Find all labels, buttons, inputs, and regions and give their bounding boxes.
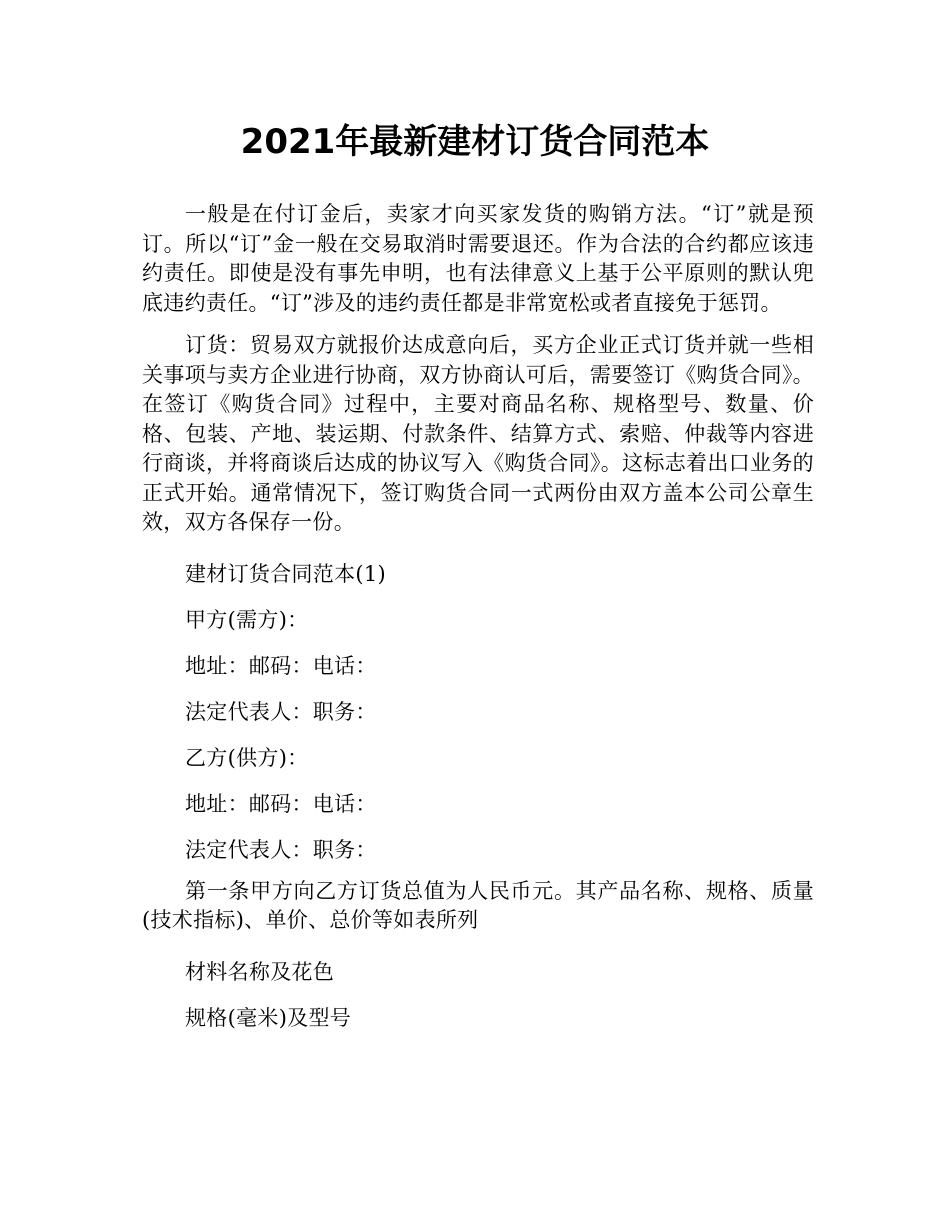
party-a-address: 地址：邮码：电话： bbox=[185, 653, 377, 678]
party-b-representative: 法定代表人：职务： bbox=[185, 837, 377, 862]
field-specification: 规格(毫米)及型号 bbox=[185, 1005, 352, 1030]
field-material-name: 材料名称及花色 bbox=[185, 959, 335, 984]
contract-heading: 建材订货合同范本(1) bbox=[185, 561, 387, 586]
document-body bbox=[142, 200, 814, 1041]
ordering-paragraph: 订货：贸易双方就报价达成意向后，买方企业正式订货并就一些相关事项与卖方企业进行协商，双方协商认可后，需要签订《购货合同》。在签订《购货合同》过程中，主要对商品名称、规格型号、数量、价格、包装、产地、装运期、付款条件、结算方式、索赔、仲裁等内容进行商谈，并将商谈后达成的协议写入《购货合同》。这标志着出口业务的正式开始。通常情况下，签订购货合同一式两份由双方盖本公司公章生效，双方各保存一份。 bbox=[142, 333, 814, 534]
party-b-label: 乙方(供方)： bbox=[185, 745, 309, 770]
document-title: 2021年最新建材订货合同范本 bbox=[240, 122, 710, 162]
party-a-representative: 法定代表人：职务： bbox=[185, 699, 377, 724]
article-1: 第一条甲方向乙方订货总值为人民币元。其产品名称、规格、质量(技术指标)、单价、总价等如表所列 bbox=[142, 878, 814, 932]
party-a-label: 甲方(需方)： bbox=[185, 607, 309, 632]
party-b-address: 地址：邮码：电话： bbox=[185, 791, 377, 816]
intro-paragraph: 一般是在付订金后，卖家才向买家发货的购销方法。“订”就是预订。所以“订”金一般在交易取消时需要退还。作为合法的合约都应该违约责任。即使是没有事先申明，也有法律意义上基于公平原则的默认兜底违约责任。“订”涉及的违约责任都是非常宽松或者直接免于惩罚。 bbox=[142, 202, 814, 315]
